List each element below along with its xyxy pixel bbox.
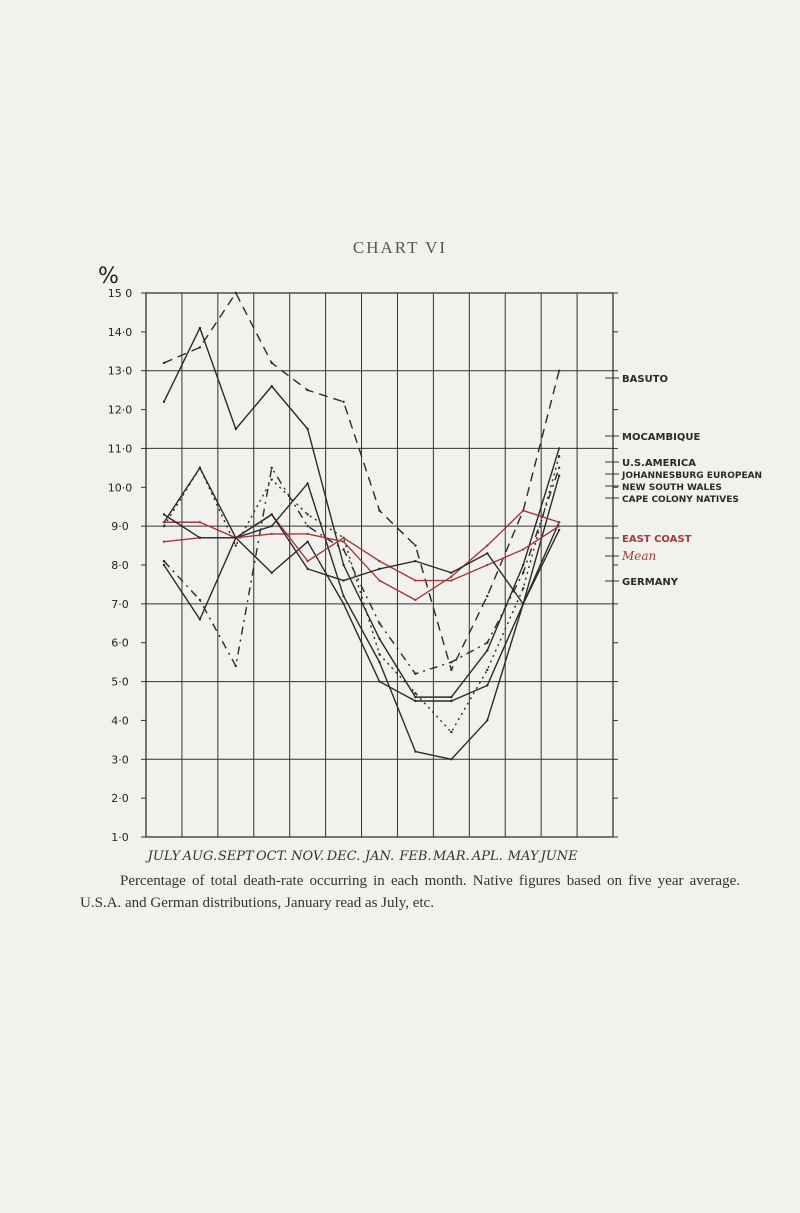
data-point: [306, 525, 308, 527]
data-point: [450, 669, 452, 671]
data-point: [486, 544, 488, 546]
caption-text: Percentage of total death-rate occurring in each month. Native figures based on five year average. U.S.A. and German distributions, January read as July, etc.: [80, 873, 740, 911]
data-point: [342, 595, 344, 597]
data-point: [235, 428, 237, 430]
data-point: [558, 370, 560, 372]
y-tick-label: 5·0: [111, 675, 129, 689]
x-tick-labels: [145, 849, 578, 864]
y-tick-label: 7·0: [111, 597, 129, 611]
data-point: [486, 564, 488, 566]
x-tick-label: DEC.: [326, 849, 361, 864]
data-point: [450, 575, 452, 577]
data-point: [522, 587, 524, 589]
data-point: [414, 750, 416, 752]
y-tick-label: 6·0: [111, 636, 129, 650]
data-point: [414, 696, 416, 698]
legend-entry: U.S.AMERICA: [622, 458, 696, 469]
data-point: [342, 579, 344, 581]
y-tick-label: 11·0: [107, 442, 133, 456]
data-point: [342, 603, 344, 605]
data-point: [486, 684, 488, 686]
data-point: [342, 537, 344, 539]
data-point: [414, 579, 416, 581]
data-point: [450, 700, 452, 702]
data-point: [378, 509, 380, 511]
data-point: [306, 568, 308, 570]
y-tick-label: 12·0: [107, 403, 133, 417]
legend-entry: MOCAMBIQUE: [622, 432, 701, 443]
data-point: [235, 544, 237, 546]
data-point: [235, 665, 237, 667]
legend-entry: Mean: [622, 549, 657, 563]
data-point: [163, 521, 165, 523]
data-point: [271, 525, 273, 527]
data-point: [450, 661, 452, 663]
page-title: CHART VI: [352, 238, 448, 257]
data-point: [306, 540, 308, 542]
figure-caption: [80, 870, 740, 914]
x-tick-label: JUNE: [540, 849, 578, 864]
data-point: [271, 533, 273, 535]
data-point: [199, 537, 201, 539]
y-tick-label: 14·0: [107, 325, 133, 339]
data-point: [306, 560, 308, 562]
data-point: [306, 389, 308, 391]
data-point: [271, 385, 273, 387]
data-point: [414, 560, 416, 562]
data-point: [199, 327, 201, 329]
legend-entry: CAPE COLONY NATIVES: [622, 495, 739, 505]
data-point: [163, 525, 165, 527]
data-point: [199, 521, 201, 523]
data-point: [306, 533, 308, 535]
data-point: [414, 544, 416, 546]
legend-entry: GERMANY: [622, 577, 679, 588]
legend: [605, 374, 762, 588]
data-point: [199, 346, 201, 348]
y-tick-label: 2·0: [111, 792, 129, 806]
data-point: [342, 401, 344, 403]
x-tick-label: FEB.: [399, 849, 432, 864]
data-point: [306, 428, 308, 430]
data-point: [378, 560, 380, 562]
data-point: [378, 638, 380, 640]
data-point: [271, 467, 273, 469]
data-point: [414, 700, 416, 702]
data-point: [558, 525, 560, 527]
data-point: [450, 696, 452, 698]
x-tick-label: JAN.: [364, 849, 395, 864]
y-axis-label: %: [98, 264, 119, 289]
data-point: [414, 599, 416, 601]
data-point: [342, 548, 344, 550]
data-point: [486, 719, 488, 721]
data-point: [378, 579, 380, 581]
data-point: [199, 467, 201, 469]
legend-entry: BASUTO: [622, 374, 669, 385]
y-tick-label: 9·0: [111, 520, 129, 534]
data-point: [378, 680, 380, 682]
data-point: [271, 478, 273, 480]
x-tick-label: SEPT: [217, 849, 254, 864]
data-point: [306, 513, 308, 515]
data-point: [522, 509, 524, 511]
data-point: [486, 649, 488, 651]
data-point: [378, 568, 380, 570]
data-point: [199, 618, 201, 620]
legend-entry: EAST COAST: [622, 534, 692, 545]
data-point: [378, 653, 380, 655]
x-tick-label: JULY: [147, 849, 181, 864]
data-point: [342, 564, 344, 566]
data-point: [522, 572, 524, 574]
y-tick-label: 15 0: [107, 287, 133, 300]
y-tick-label: 3·0: [111, 753, 129, 767]
data-point: [271, 572, 273, 574]
data-point: [163, 513, 165, 515]
data-point: [486, 669, 488, 671]
data-point: [378, 661, 380, 663]
data-point: [486, 642, 488, 644]
data-point: [558, 467, 560, 469]
data-point: [163, 401, 165, 403]
legend-entry: NEW SOUTH WALES: [622, 483, 722, 493]
data-point: [199, 599, 201, 601]
data-point: [450, 572, 452, 574]
data-point: [450, 579, 452, 581]
x-tick-label: AUG.: [182, 849, 218, 864]
data-point: [163, 540, 165, 542]
x-tick-label: NOV.: [291, 849, 325, 864]
y-tick-label: 4·0: [111, 714, 129, 728]
data-point: [235, 537, 237, 539]
data-point: [378, 622, 380, 624]
data-point: [558, 455, 560, 457]
data-point: [558, 474, 560, 476]
x-tick-label: APL.: [471, 849, 503, 864]
data-point: [163, 362, 165, 364]
x-tick-label: MAY: [507, 849, 539, 864]
data-point: [306, 482, 308, 484]
data-point: [486, 595, 488, 597]
data-point: [486, 552, 488, 554]
data-point: [342, 540, 344, 542]
legend-entry: JOHANNESBURG EUROPEAN: [622, 471, 763, 481]
data-point: [271, 362, 273, 364]
y-tick-label: 13·0: [107, 364, 133, 378]
data-point: [414, 673, 416, 675]
y-tick-label: 10·0: [107, 481, 133, 495]
data-point: [235, 292, 237, 294]
data-point: [522, 603, 524, 605]
data-point: [271, 513, 273, 515]
data-point: [558, 521, 560, 523]
data-point: [558, 447, 560, 449]
data-point: [163, 560, 165, 562]
data-point: [450, 731, 452, 733]
data-point: [522, 548, 524, 550]
x-tick-label: OCT.: [255, 849, 288, 864]
y-tick-label: 1·0: [111, 831, 129, 844]
y-tick-label: 8·0: [111, 559, 129, 572]
data-point: [450, 758, 452, 760]
data-point: [522, 564, 524, 566]
data-point: [414, 692, 416, 694]
data-point: [558, 529, 560, 531]
x-tick-label: MAR.: [433, 849, 470, 864]
data-point: [163, 564, 165, 566]
